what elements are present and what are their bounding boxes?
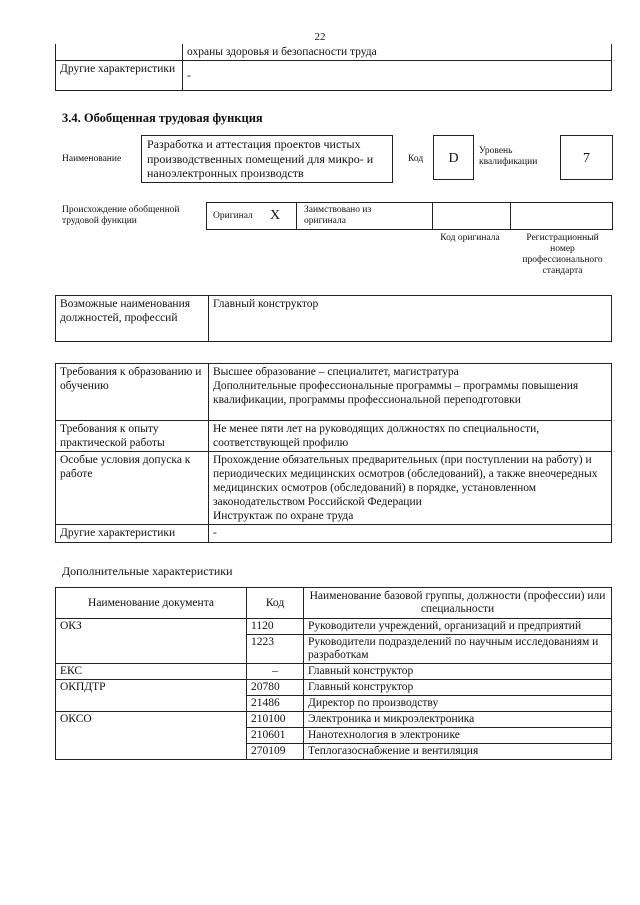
name-cell: Директор по производству bbox=[304, 696, 612, 712]
function-name-value: Разработка и аттестация проектов чистых производственных помещений для микро- и наноэлектронных производств bbox=[141, 135, 393, 183]
req-label: Требования к образованию и обучению bbox=[56, 364, 209, 421]
name-cell: Руководители учреждений, организаций и предприятий bbox=[304, 619, 612, 635]
name-label: Наименование bbox=[62, 154, 122, 164]
code-cell: 270109 bbox=[247, 744, 304, 760]
section-heading: 3.4. Обобщенная трудовая функция bbox=[62, 111, 263, 125]
code-cell: 20780 bbox=[247, 680, 304, 696]
registration-number-caption: Регистрационный номер профессионального стандарта bbox=[522, 233, 603, 276]
page-number: 22 bbox=[314, 31, 326, 43]
additional-table bbox=[55, 587, 612, 760]
code-cell: 210601 bbox=[247, 728, 304, 744]
code-cell: 21486 bbox=[247, 696, 304, 712]
req-value: - bbox=[209, 525, 612, 543]
code-cell: 210100 bbox=[247, 712, 304, 728]
name-cell: Руководители подразделений по научным исследованиям и разработкам bbox=[304, 635, 612, 664]
doc-cell: ОКЗ bbox=[56, 619, 247, 664]
header-document: Наименование документа bbox=[56, 588, 247, 619]
top-table-row2-value: - bbox=[183, 61, 612, 91]
header-name: Наименование базовой группы, должности (профессии) или специальности bbox=[304, 588, 612, 619]
name-cell: Электроника и микроэлектроника bbox=[304, 712, 612, 728]
top-table-row2-label: Другие характеристики bbox=[56, 61, 183, 91]
top-table bbox=[55, 44, 612, 91]
positions-table bbox=[55, 295, 612, 342]
doc-cell: ЕКС bbox=[56, 664, 247, 680]
doc-cell: ОКСО bbox=[56, 712, 247, 760]
code-of-original-caption: Код оригинала bbox=[440, 233, 500, 243]
original-mark: X bbox=[270, 208, 281, 223]
name-cell: Нанотехнология в электронике bbox=[304, 728, 612, 744]
code-cell: 1223 bbox=[247, 635, 304, 664]
original-label: Оригинал bbox=[213, 211, 253, 221]
positions-value: Главный конструктор bbox=[209, 296, 612, 342]
top-table-row1-value: охраны здоровья и безопасности труда bbox=[183, 44, 612, 61]
code-label: Код bbox=[408, 154, 424, 164]
requirements-table bbox=[55, 363, 612, 543]
req-label: Требования к опыту практической работы bbox=[56, 421, 209, 452]
function-code-value: D bbox=[433, 135, 474, 180]
borrowed-label: Заимствовано из оригинала bbox=[304, 205, 372, 226]
req-value: Не менее пяти лет на руководящих должностях по специальности, соответствующей профилю bbox=[209, 421, 612, 452]
positions-label: Возможные наименования должностей, профессий bbox=[56, 296, 209, 342]
req-value: Прохождение обязательных предварительных (при поступлении на работу) и периодических медицинских осмотров (обследований), а также внеочередных медицинских осмотров (обследований) в порядке, установленном законодательством Российской Федерации Инструктаж по охране труда bbox=[209, 452, 612, 525]
req-label: Особые условия допуска к работе bbox=[56, 452, 209, 525]
name-cell: Главный конструктор bbox=[304, 664, 612, 680]
name-cell: Теплогазоснабжение и вентиляция bbox=[304, 744, 612, 760]
origin-label: Происхождение обобщенной трудовой функции bbox=[62, 205, 180, 226]
req-label: Другие характеристики bbox=[56, 525, 209, 543]
additional-title: Дополнительные характеристики bbox=[62, 564, 233, 578]
name-cell: Главный конструктор bbox=[304, 680, 612, 696]
qualification-level-value: 7 bbox=[560, 135, 613, 180]
header-code: Код bbox=[247, 588, 304, 619]
code-cell: – bbox=[247, 664, 304, 680]
doc-cell: ОКПДТР bbox=[56, 680, 247, 712]
req-value: Высшее образование – специалитет, магистратура Дополнительные профессиональные программы – программы повышения квалификации, программы профессиональной переподготовки bbox=[209, 364, 612, 421]
level-label: Уровень квалификации bbox=[479, 146, 538, 167]
code-cell: 1120 bbox=[247, 619, 304, 635]
